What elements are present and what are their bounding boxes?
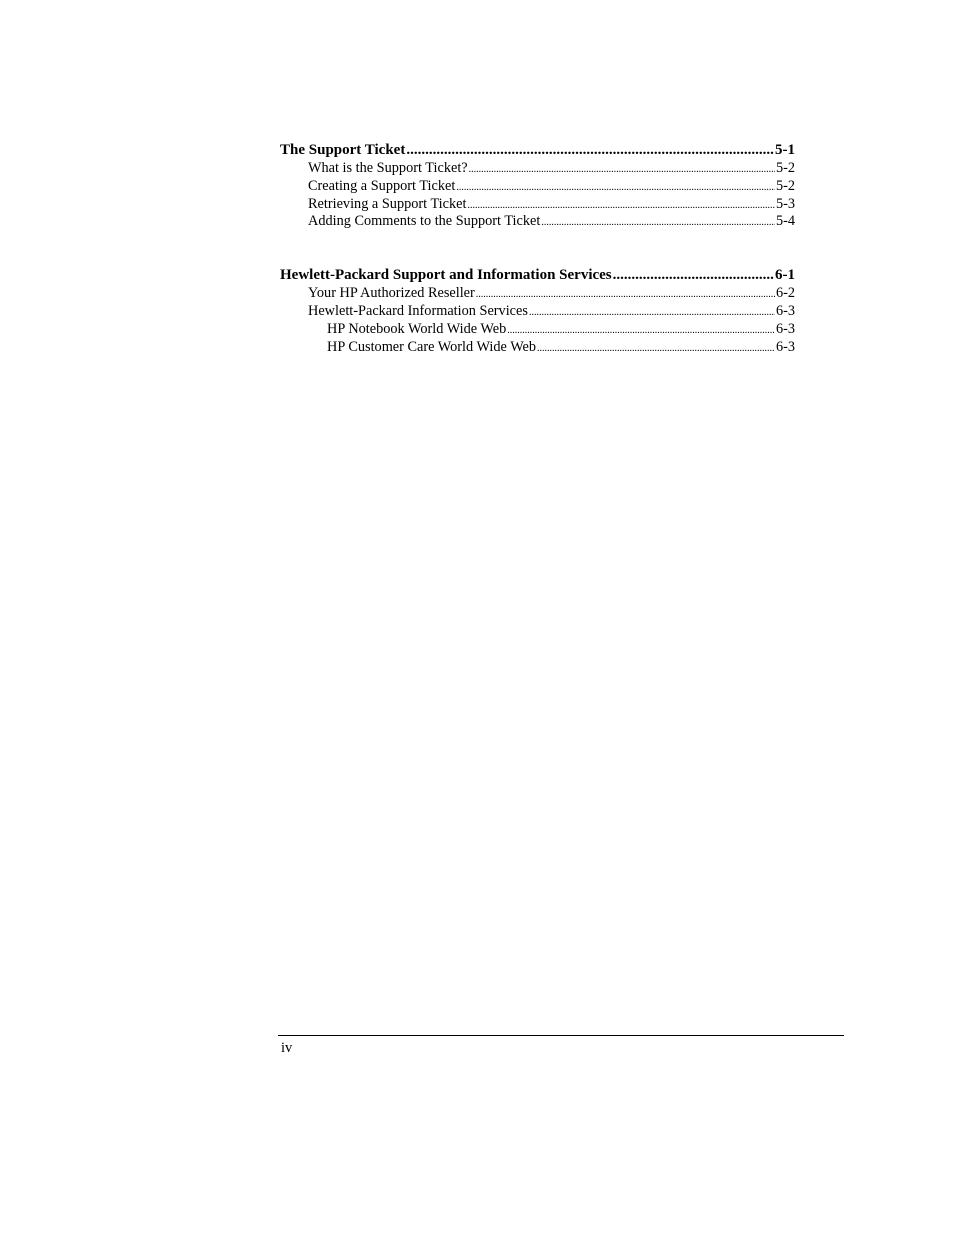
toc-entry-page: 6-1 <box>775 267 795 284</box>
footer-divider <box>278 1035 844 1036</box>
toc-subentry[interactable] <box>280 339 795 357</box>
toc-entry[interactable] <box>280 178 795 196</box>
toc-subentry[interactable] <box>280 321 795 339</box>
toc-leader-dots <box>537 340 775 357</box>
toc-entry-page: 6-3 <box>775 320 795 337</box>
toc-entry-page: 6-3 <box>775 338 795 355</box>
toc-leader-dots <box>467 197 774 214</box>
toc-entry-page: 5-4 <box>775 213 795 230</box>
toc-chapter-heading[interactable] <box>280 265 795 285</box>
toc-chapter-5 <box>280 140 795 231</box>
toc-entry-title: Adding Comments to the Support Ticket <box>308 213 541 230</box>
toc-entry-title: The Support Ticket <box>280 142 406 158</box>
table-of-contents <box>280 140 795 390</box>
toc-entry[interactable] <box>280 213 795 231</box>
toc-entry-title: Creating a Support Ticket <box>308 177 456 194</box>
toc-entry[interactable] <box>280 160 795 178</box>
toc-entry-title: What is the Support Ticket? <box>308 160 468 176</box>
toc-entry[interactable] <box>280 285 795 303</box>
toc-entry-title: HP Notebook World Wide Web <box>327 320 507 337</box>
page-number: iv <box>281 1040 293 1056</box>
toc-entry-page: 6-3 <box>775 302 795 319</box>
toc-leader-dots <box>507 322 775 339</box>
toc-entry-title: Retrieving a Support Ticket <box>308 195 467 212</box>
toc-entry-page: 5-2 <box>775 177 795 194</box>
toc-entry-title: Hewlett-Packard Information Services <box>308 302 528 319</box>
toc-leader-dots <box>613 265 774 285</box>
toc-entry-title: Your HP Authorized Reseller <box>308 285 475 302</box>
toc-chapter-6 <box>280 265 795 356</box>
toc-entry-title: Hewlett-Packard Support and Information Services <box>280 267 612 284</box>
toc-leader-dots <box>529 304 775 321</box>
toc-leader-dots <box>476 286 775 303</box>
toc-entry-title: HP Customer Care World Wide Web <box>327 338 537 355</box>
toc-entry-page: 5-1 <box>775 142 795 158</box>
toc-entry[interactable] <box>280 196 795 214</box>
toc-leader-dots <box>406 140 774 160</box>
toc-entry-page: 5-2 <box>775 160 795 176</box>
toc-leader-dots <box>456 179 775 196</box>
toc-leader-dots <box>541 214 775 231</box>
toc-leader-dots <box>469 161 775 178</box>
toc-entry-page: 5-3 <box>775 195 795 212</box>
toc-entry-page: 6-2 <box>775 285 795 302</box>
toc-entry[interactable] <box>280 303 795 321</box>
toc-chapter-heading[interactable] <box>280 140 795 160</box>
